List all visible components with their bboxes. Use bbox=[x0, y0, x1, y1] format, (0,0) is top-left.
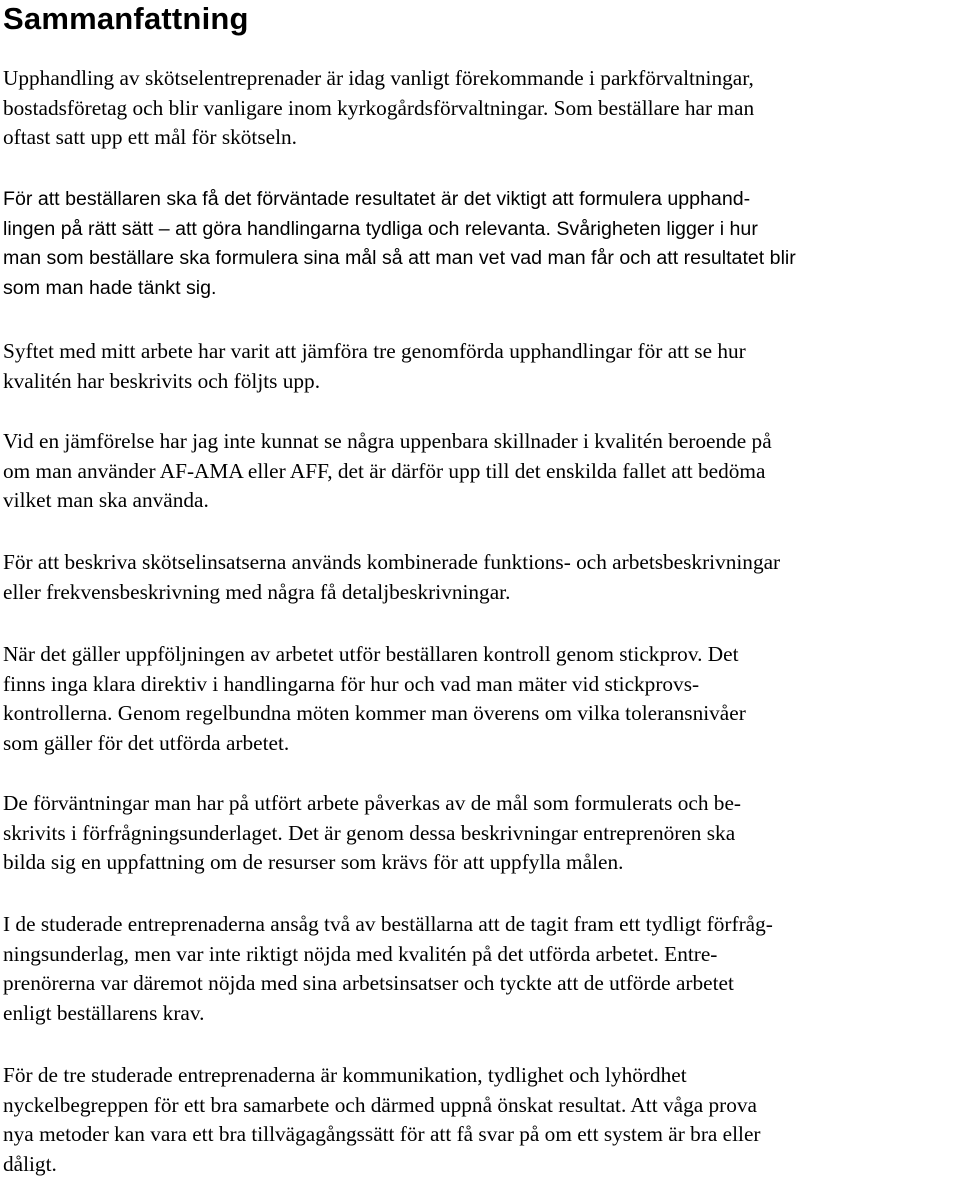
paragraph-line: enligt beställarens krav. bbox=[3, 1001, 205, 1026]
paragraph-line: Syftet med mitt arbete har varit att jämföra tre genomförda upphandlingar för att se hur bbox=[3, 339, 746, 363]
paragraph-line: man som beställare ska formulera sina mål så att man vet vad man får och att resultatet blir bbox=[3, 247, 796, 270]
paragraph-line: eller frekvensbeskrivning med några få detaljbeskrivningar. bbox=[3, 579, 511, 604]
paragraph bbox=[3, 1061, 761, 1180]
paragraph bbox=[3, 640, 746, 759]
paragraph-line: bilda sig en uppfattning om de resurser som krävs för att uppfylla målen. bbox=[3, 850, 624, 875]
paragraph-line: För att beställaren ska få det förväntade resultatet är det viktigt att formulera upphand- bbox=[3, 188, 751, 210]
paragraph-line: oftast satt upp ett mål för skötseln. bbox=[3, 125, 297, 150]
paragraph-line: För att beskriva skötselinsatserna används kombinerade funktions- och arbetsbeskrivningar bbox=[3, 550, 781, 574]
paragraph-line: I de studerade entreprenaderna ansåg två av beställarna att de tagit fram ett tydligt förfråg- bbox=[3, 912, 773, 936]
paragraph bbox=[3, 427, 772, 516]
paragraph-line: bostadsföretag och blir vanligare inom kyrkogårdsförvaltningar. Som beställare har man bbox=[3, 95, 755, 120]
paragraph bbox=[3, 185, 796, 304]
paragraph-line: som man hade tänkt sig. bbox=[3, 277, 217, 300]
paragraph-line: För de tre studerade entreprenaderna är kommunikation, tydlighet och lyhördhet bbox=[3, 1063, 687, 1087]
paragraph-line: prenörerna var däremot nöjda med sina arbetsinsatser och tyckte att de utförde arbetet bbox=[3, 971, 734, 996]
paragraph-line: De förväntningar man har på utfört arbete påverkas av de mål som formulerats och be- bbox=[3, 791, 741, 815]
paragraph bbox=[3, 789, 741, 878]
paragraph-line: Upphandling av skötselentreprenader är idag vanligt förekommande i parkförvaltningar, bbox=[3, 66, 754, 90]
paragraph bbox=[3, 548, 780, 607]
paragraph-line: nya metoder kan vara ett bra tillvägagångssätt för att få svar på om ett system är bra eller bbox=[3, 1122, 761, 1147]
paragraph-line: kvalitén har beskrivits och följts upp. bbox=[3, 368, 321, 393]
paragraph bbox=[3, 910, 773, 1029]
paragraph bbox=[3, 64, 754, 153]
paragraph-line: som gäller för det utförda arbetet. bbox=[3, 731, 290, 756]
paragraph-line: nyckelbegreppen för ett bra samarbete och därmed uppnå önskat resultat. Att våga prova bbox=[3, 1092, 757, 1117]
paragraph-line: vilket man ska använda. bbox=[3, 488, 209, 513]
paragraph-line: ningsunderlag, men var inte riktigt nöjda med kvalitén på det utförda arbetet. Entre- bbox=[3, 941, 718, 966]
paragraph-line: dåligt. bbox=[3, 1152, 57, 1177]
page-title: Sammanfattning bbox=[3, 1, 249, 36]
paragraph-line: om man använder AF-AMA eller AFF, det är därför upp till det enskilda fallet att bedöma bbox=[3, 458, 766, 483]
paragraph-line: kontrollerna. Genom regelbundna möten kommer man överens om vilka toleransnivåer bbox=[3, 701, 746, 726]
paragraph-line: Vid en jämförelse har jag inte kunnat se några uppenbara skillnader i kvalitén beroende på bbox=[3, 429, 772, 453]
paragraph-line: finns inga klara direktiv i handlingarna för hur och vad man mäter vid stickprovs- bbox=[3, 671, 700, 696]
paragraph-line: När det gäller uppföljningen av arbetet utför beställaren kontroll genom stickprov. Det bbox=[3, 642, 739, 666]
paragraph bbox=[3, 337, 746, 396]
paragraph-line: lingen på rätt sätt – att göra handlingarna tydliga och relevanta. Svårigheten ligger i hur bbox=[3, 217, 758, 240]
paragraph-line: skrivits i förfrågningsunderlaget. Det är genom dessa beskrivningar entreprenören ska bbox=[3, 820, 736, 845]
